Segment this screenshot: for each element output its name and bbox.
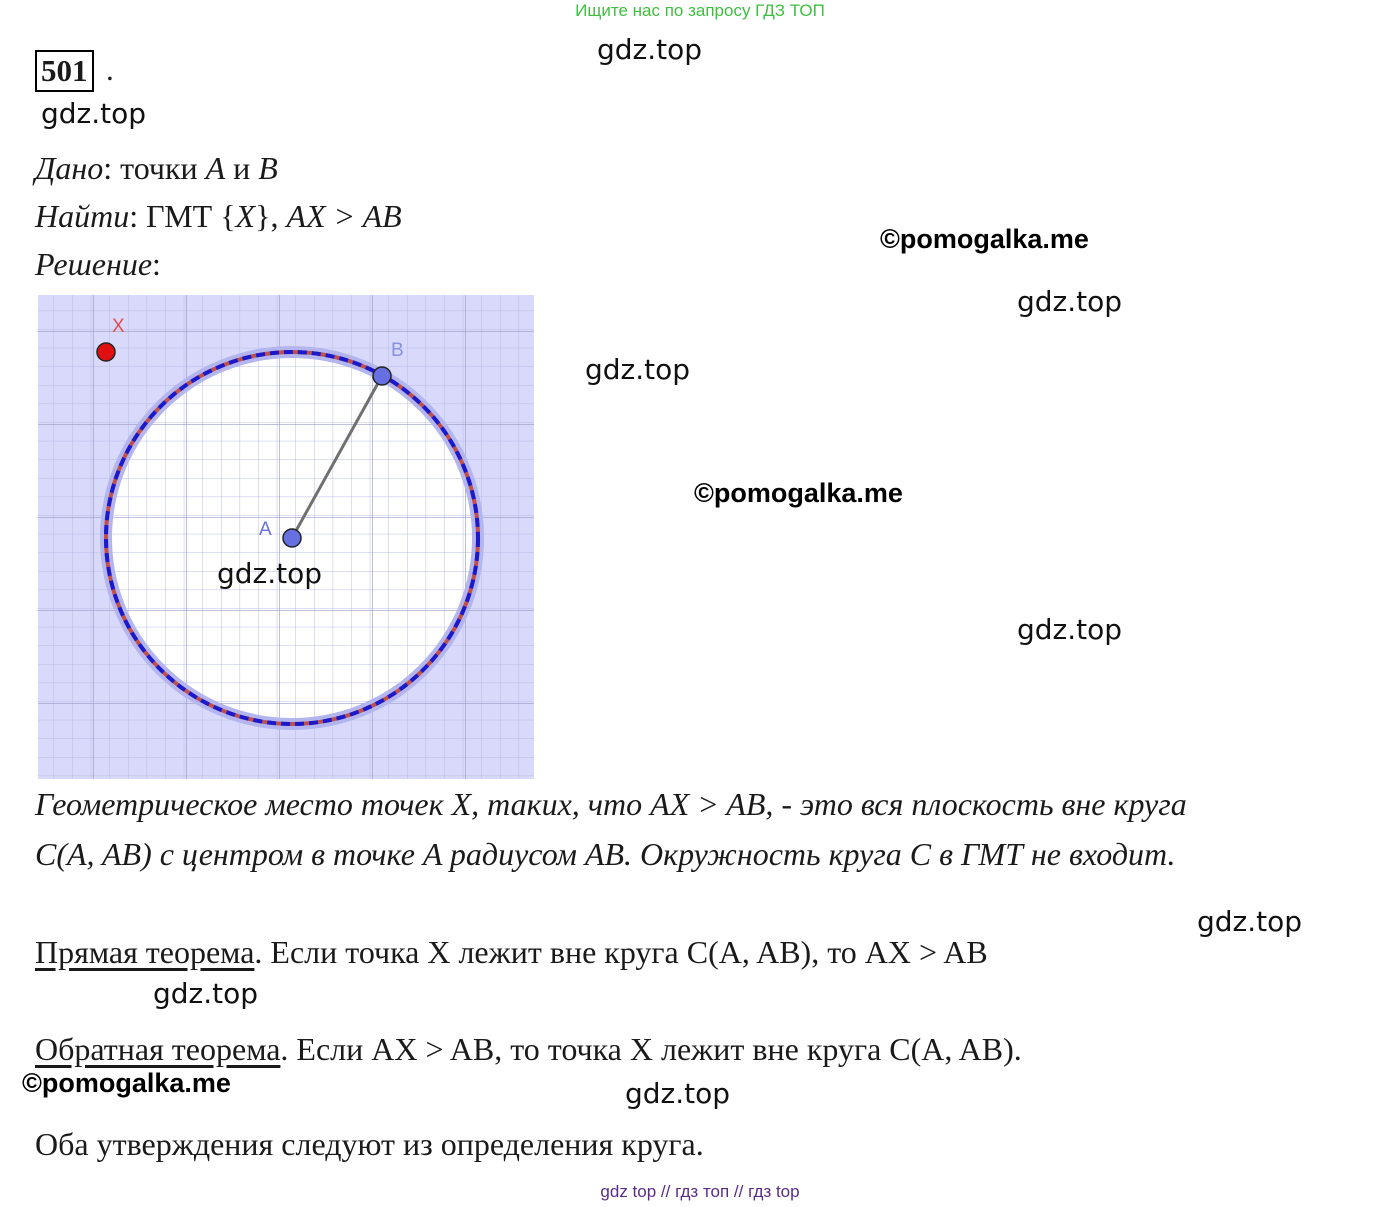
- watermark-gdz: gdz.top: [1017, 285, 1123, 318]
- given-line: [35, 150, 278, 187]
- find-rest: },: [255, 198, 287, 234]
- task-number: 501: [35, 50, 94, 92]
- label-a: A: [259, 519, 272, 540]
- find-label: Найти: [35, 198, 130, 234]
- find-condition: AX > AB: [286, 198, 402, 234]
- conclusion-line-1: Геометрическое место точек X, таких, что AX > AB, - это вся плоскость вне круга: [35, 786, 1187, 822]
- given-sep: :: [103, 150, 113, 186]
- watermark-gdz: gdz.top: [217, 557, 323, 590]
- point-x[interactable]: [97, 343, 115, 361]
- watermark-gdz: gdz.top: [153, 977, 259, 1010]
- given-point-b: B: [258, 150, 278, 186]
- point-b[interactable]: [373, 367, 391, 385]
- find-line: [35, 198, 402, 235]
- direct-theorem: [35, 934, 988, 971]
- watermark-gdz: gdz.top: [41, 97, 147, 130]
- solution-label: Решение: [35, 246, 153, 282]
- watermark-pomogalka: ©pomogalka.me: [694, 478, 903, 508]
- converse-theorem-label: Обратная теорема: [35, 1031, 281, 1067]
- locus-figure: [38, 295, 534, 779]
- label-x: X: [112, 316, 125, 337]
- watermark-pomogalka: ©pomogalka.me: [22, 1068, 231, 1098]
- watermark-gdz: gdz.top: [625, 1077, 731, 1110]
- point-a[interactable]: [283, 529, 301, 547]
- watermark-gdz: gdz.top: [585, 353, 691, 386]
- given-and: и: [225, 150, 259, 186]
- footer-links[interactable]: gdz top // гдз топ // гдз top: [600, 1182, 800, 1201]
- solution-sep: :: [152, 246, 161, 282]
- direct-theorem-label: Прямая теорема: [35, 934, 255, 970]
- direct-theorem-text: . Если точка X лежит вне круга C(A, AB), то AX > AB: [254, 934, 988, 970]
- watermark-gdz: gdz.top: [1197, 905, 1303, 938]
- watermark-gdz: gdz.top: [597, 33, 703, 66]
- find-x: X: [235, 198, 256, 234]
- task-number-dot: .: [106, 52, 114, 87]
- given-text: точки: [112, 150, 206, 186]
- final-statement: Оба утверждения следуют из определения круга.: [35, 1126, 704, 1162]
- label-b: B: [391, 340, 404, 361]
- given-point-a: A: [205, 150, 226, 186]
- find-sep: :: [129, 198, 139, 234]
- find-text: ГМТ {: [138, 198, 236, 234]
- converse-theorem: [35, 1031, 1022, 1068]
- given-label: Дано: [35, 150, 104, 186]
- top-banner[interactable]: Ищите нас по запросу ГДЗ ТОП: [575, 1, 825, 20]
- solution-line: [35, 246, 161, 283]
- watermark-gdz: gdz.top: [1017, 613, 1123, 646]
- watermark-pomogalka: ©pomogalka.me: [880, 224, 1089, 254]
- conclusion-line-2: C(A, AB) с центром в точке A радиусом AB. Окружность круга C в ГМТ не входит.: [35, 836, 1176, 872]
- converse-theorem-text: . Если AX > AB, то точка X лежит вне круга C(A, AB).: [280, 1031, 1022, 1067]
